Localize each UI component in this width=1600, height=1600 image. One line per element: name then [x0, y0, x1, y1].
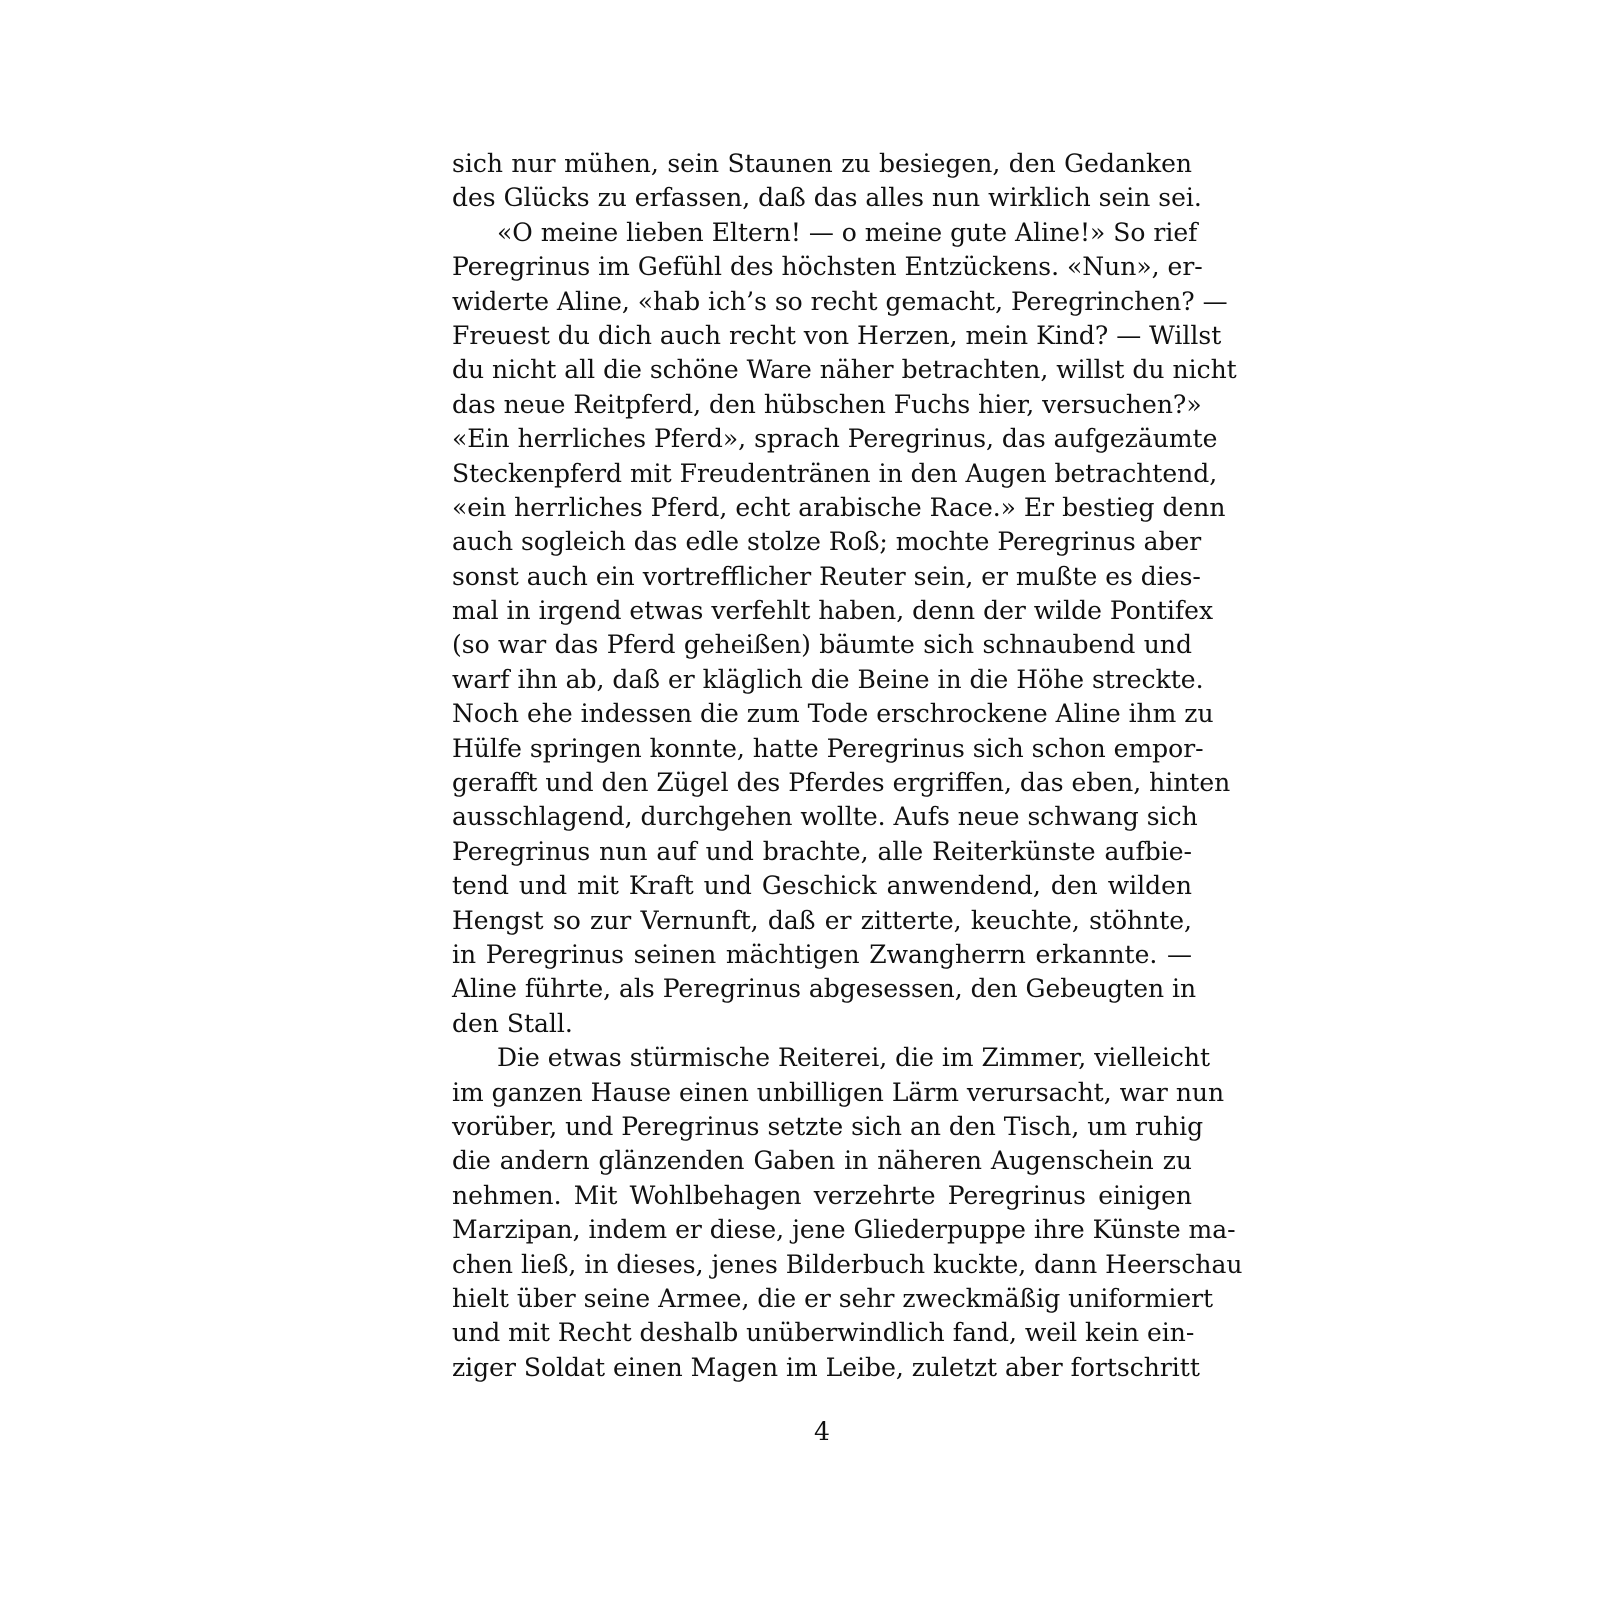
text-line: vorüber, und Peregrinus setzte sich an den Tisch, um ruhig [452, 1111, 1204, 1141]
text-line: gerafft und den Zügel des Pferdes ergriffen, das eben, hinten [452, 768, 1231, 798]
text-line: sonst auch ein vortrefflicher Reuter sein, er mußte es dies- [452, 561, 1201, 591]
text-line: widerte Aline, «hab ich’s so recht gemacht, Peregrinchen? — [452, 286, 1228, 316]
text-line: auch sogleich das edle stolze Roß; mochte Peregrinus aber [452, 527, 1202, 557]
text-line: Aline führte, als Peregrinus abgesessen, den Gebeugten in [452, 974, 1197, 1004]
text-line: du nicht all die schöne Ware näher betrachten, willst du nicht [452, 355, 1237, 385]
text-line: Freuest du dich auch recht von Herzen, mein Kind? — Willst [452, 320, 1222, 350]
text-line: nehmen. Mit Wohlbehagen verzehrte Peregrinus einigen [452, 1180, 1192, 1210]
page-number: 4 [814, 1417, 830, 1446]
text-line: sich nur mühen, sein Staunen zu besiegen, den Gedanken [452, 149, 1192, 178]
text-line: «ein herrliches Pferd, echt arabische Race.» Er bestieg denn [452, 492, 1226, 522]
text-line: die andern glänzenden Gaben in näheren Augenschein zu [452, 1146, 1192, 1176]
text-line: hielt über seine Armee, die er sehr zweckmäßig uniformiert [452, 1283, 1214, 1313]
body-text [452, 147, 1243, 1385]
text-line: Marzipan, indem er diese, jene Gliederpuppe ihre Künste ma- [452, 1215, 1236, 1245]
text-line: Peregrinus im Gefühl des höchsten Entzückens. «Nun», er- [452, 252, 1203, 282]
paragraph-first-line: Die etwas stürmische Reiterei, die im Zimmer, vielleicht [497, 1043, 1211, 1073]
text-line: ausschlagend, durchgehen wollte. Aufs neue schwang sich [452, 802, 1198, 832]
text-line: in Peregrinus seinen mächtigen Zwangherrn erkannte. — [452, 939, 1192, 969]
text-line: im ganzen Hause einen unbilligen Lärm verursacht, war nun [452, 1077, 1225, 1107]
text-line: und mit Recht deshalb unüberwindlich fand, weil kein ein- [452, 1318, 1195, 1348]
text-line: tend und mit Kraft und Geschick anwendend, den wilden [452, 871, 1192, 901]
text-line: Hengst so zur Vernunft, daß er zitterte, keuchte, stöhnte, [452, 905, 1192, 935]
text-line: Steckenpferd mit Freudentränen in den Augen betrachtend, [452, 458, 1218, 488]
text-line: Hülfe springen konnte, hatte Peregrinus sich schon empor- [452, 733, 1204, 763]
text-line: ziger Soldat einen Magen im Leibe, zuletzt aber fortschritt [452, 1352, 1200, 1382]
text-line: «Ein herrliches Pferd», sprach Peregrinus, das aufgezäumte [452, 424, 1218, 454]
text-line: Noch ehe indessen die zum Tode erschrockene Aline ihm zu [452, 699, 1214, 729]
paragraph-last-line: den Stall. [452, 1008, 573, 1038]
text-line: Peregrinus nun auf und brachte, alle Reiterkünste aufbie- [452, 836, 1192, 866]
paragraph-first-line: «O meine lieben Eltern! — o meine gute Aline!» So rief [497, 217, 1198, 247]
text-line: warf ihn ab, daß er kläglich die Beine in die Höhe streckte. [452, 664, 1204, 694]
text-line: mal in irgend etwas verfehlt haben, denn der wilde Pontifex [452, 596, 1214, 626]
text-line: chen ließ, in dieses, jenes Bilderbuch kuckte, dann Heerschau [452, 1249, 1243, 1279]
text-line: (so war das Pferd geheißen) bäumte sich schnaubend und [452, 630, 1192, 660]
text-line: des Glücks zu erfassen, daß das alles nun wirklich sein sei. [452, 183, 1202, 213]
text-line: das neue Reitpferd, den hübschen Fuchs hier, versuchen?» [452, 389, 1202, 419]
